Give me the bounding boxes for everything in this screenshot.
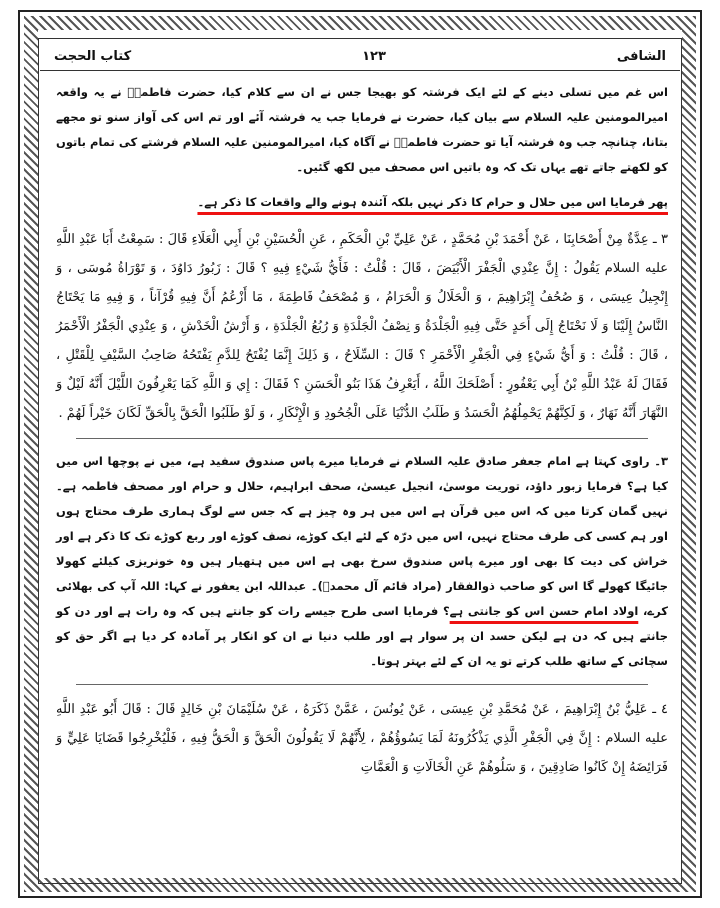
divider [76, 438, 648, 439]
divider [76, 684, 648, 685]
urdu-translation-3: ۳۔ راوی کہتا ہے امام جعفر صادق علیہ السلام نے فرمایا میرے پاس صندوق سفید ہے، میں نے پوچھا اس میں کیا ہے؟ فرمایا زبور داؤد، توریت موسیٰ، انجیل عیسیٰ، صحف ابراہیم، حلال و حرام اور مصحف فاطمہ ہے۔ نہیں گمان کرتا میں کہ اس میں قرآن ہے اس میں ہر وہ چیز ہے کہ جس سے لوگ ہماری طرف محتاج ہوں اور ہم کسی کی طرف محتاج نہیں، اس میں درّہ کے لئے ایک کوڑے، نصف کوڑے اور ربع کوڑے تک کا ذکر ہے اور خراش کی دیت کا بھی اور میرے پاس صندوق سرخ بھی ہے اس میں ہتھیار ہیں وہ خونریزی کیلئے کھولا جائیگا کھولے گا اس کو صاحب ذوالفقار (مراد قائم آل محمدؐ)۔ عبداللہ ابن یعفور نے کہا: اللہ آپ کی بھلائی کرے، اولاد امام حسن اس کو جانتی ہے؟ فرمایا اسی طرح جیسے رات کو جانتے ہیں کہ وہ رات ہے اور دن کو جانتے ہیں کہ دن ہے لیکن حسد ان پر سوار ہے اور طلب دنیا نے ان کو انکار پر آمادہ کر دیا ہے اگر حق کو سچائی کے ساتھ طلب کرتے تو یہ ان کے لئے بہتر ہوتا۔ [56, 454, 668, 668]
header-book-name: الشافی [616, 48, 666, 64]
page-content [56, 80, 668, 880]
arabic-hadith-4: ٤ ـ عَلِيُّ بْنُ إِبْرَاهِيمَ ، عَنْ مُحَمَّدِ بْنِ عِيسَى ، عَنْ يُونُسَ ، عَمَّنْ ذَكَرَهُ ، عَنْ سُلَيْمَانَ بْنِ خَالِدٍ قَالَ : قَالَ أَبُو عَبْدِ اللَّهِ عليه السلام : إِنَّ فِي الْجَفْرِ الَّذِي يَذْكُرُونَهُ لَمَا يَسُوؤُهُمْ ، لِأَنَّهُمْ لَا يَقُولُونَ الْحَقَّ وَ الْحَقُّ فِيهِ ، فَلْيُخْرِجُوا قَضَايَا عَلِيٍّ وَ فَرَائِضَهُ إِنْ كَانُوا صَادِقِينَ ، وَ سَلُوهُمْ عَنِ الْخَالَاتِ وَ الْعَمَّاتِ [56, 702, 668, 775]
urdu-paragraph-1: اس غم میں تسلی دینے کے لئے ایک فرشتہ کو بھیجا جس نے ان سے کلام کیا، حضرت فاطمہؑ نے یہ واقعہ امیرالمومنین علیہ السلام سے بیان کیا، حضرت نے فرمایا جب یہ فرشتہ آئے اور تم اس کی آواز سنو تو مجھے بتانا، چنانچہ جب وہ فرشتہ آیا تو حضرت فاطمہؑ نے آگاہ کیا، امیرالمومنین علیہ السلام فرشتے کی تمام باتوں کو لکھتے جاتے تھے یہاں تک کہ وہ باتیں اس مصحف میں لکھ گئیں۔ [56, 85, 668, 174]
arabic-hadith-3: ٣ ـ عِدَّةٌ مِنْ أَصْحَابِنَا ، عَنْ أَحْمَدَ بْنِ مُحَمَّدٍ ، عَنْ عَلِيِّ بْنِ الْحَكَمِ ، عَنِ الْحُسَيْنِ بْنِ أَبِي الْعَلَاءِ قَالَ : سَمِعْتُ أَبَا عَبْدِ اللَّهِ عليه السلام يَقُولُ : إِنَّ عِنْدِي الْجَفْرَ الْأَبْيَضَ ، قَالَ : قُلْتُ : فَأَيُّ شَيْءٍ فِيهِ ؟ قَالَ : زَبُورُ دَاوُدَ ، وَ تَوْرَاةُ مُوسَى ، وَ إِنْجِيلُ عِيسَى ، وَ صُحُفُ إِبْرَاهِيمَ ، وَ الْحَلَالُ وَ الْحَرَامُ ، وَ مُصْحَفُ فَاطِمَةَ ، مَا أَزْعُمُ أَنَّ فِيهِ قُرْآناً ، وَ فِيهِ مَا يَحْتَاجُ النَّاسُ إِلَيْنَا وَ لَا نَحْتَاجُ إِلَى أَحَدٍ حَتَّى فِيهِ الْجَلْدَةُ وَ نِصْفُ الْجَلْدَةِ وَ رُبُعُ الْجَلْدَةِ ، وَ أَرْشُ الْخَدْشِ ، وَ عِنْدِي الْجَفْرُ الْأَحْمَرُ ، قَالَ : قُلْتُ : وَ أَيُّ شَيْءٍ فِي الْجَفْرِ الْأَحْمَرِ ؟ قَالَ : السِّلَاحُ ، وَ ذَلِكَ إِنَّمَا يُفْتَحُ لِلدَّمِ يَفْتَحُهُ صَاحِبُ السَّيْفِ لِلْقَتْلِ ، فَقَالَ لَهُ عَبْدُ اللَّهِ بْنُ أَبِي يَعْفُورٍ : أَصْلَحَكَ اللَّهُ ، أَيَعْرِفُ هَذَا بَنُو الْحَسَنِ ؟ فَقَالَ : إِي وَ اللَّهِ كَمَا يَعْرِفُونَ اللَّيْلَ أَنَّهُ لَيْلٌ وَ النَّهَارَ أَنَّهُ نَهَارٌ ، وَ لَكِنَّهُمْ يَحْمِلُهُمُ الْحَسَدُ وَ طَلَبُ الدُّنْيَا عَلَى الْجُحُودِ وَ الْإِنْكَارِ ، وَ لَوْ طَلَبُوا الْحَقَّ بِالْحَقِّ لَكَانَ خَيْراً لَهُمْ . [56, 232, 668, 421]
page-number: ۱۲۳ [362, 48, 386, 64]
urdu-paragraph-2-wrap [56, 190, 668, 215]
highlighted-phrase: اولاد امام حسن اس کو جانتی ہے [449, 604, 639, 618]
page-header [40, 42, 680, 71]
urdu-paragraph-2: پھر فرمایا اس میں حلال و حرام کا ذکر نہیں بلکہ آئندہ ہونے والے واقعات کا ذکر ہے۔ [197, 195, 668, 209]
header-chapter-title: کتاب الحجت [54, 48, 132, 64]
